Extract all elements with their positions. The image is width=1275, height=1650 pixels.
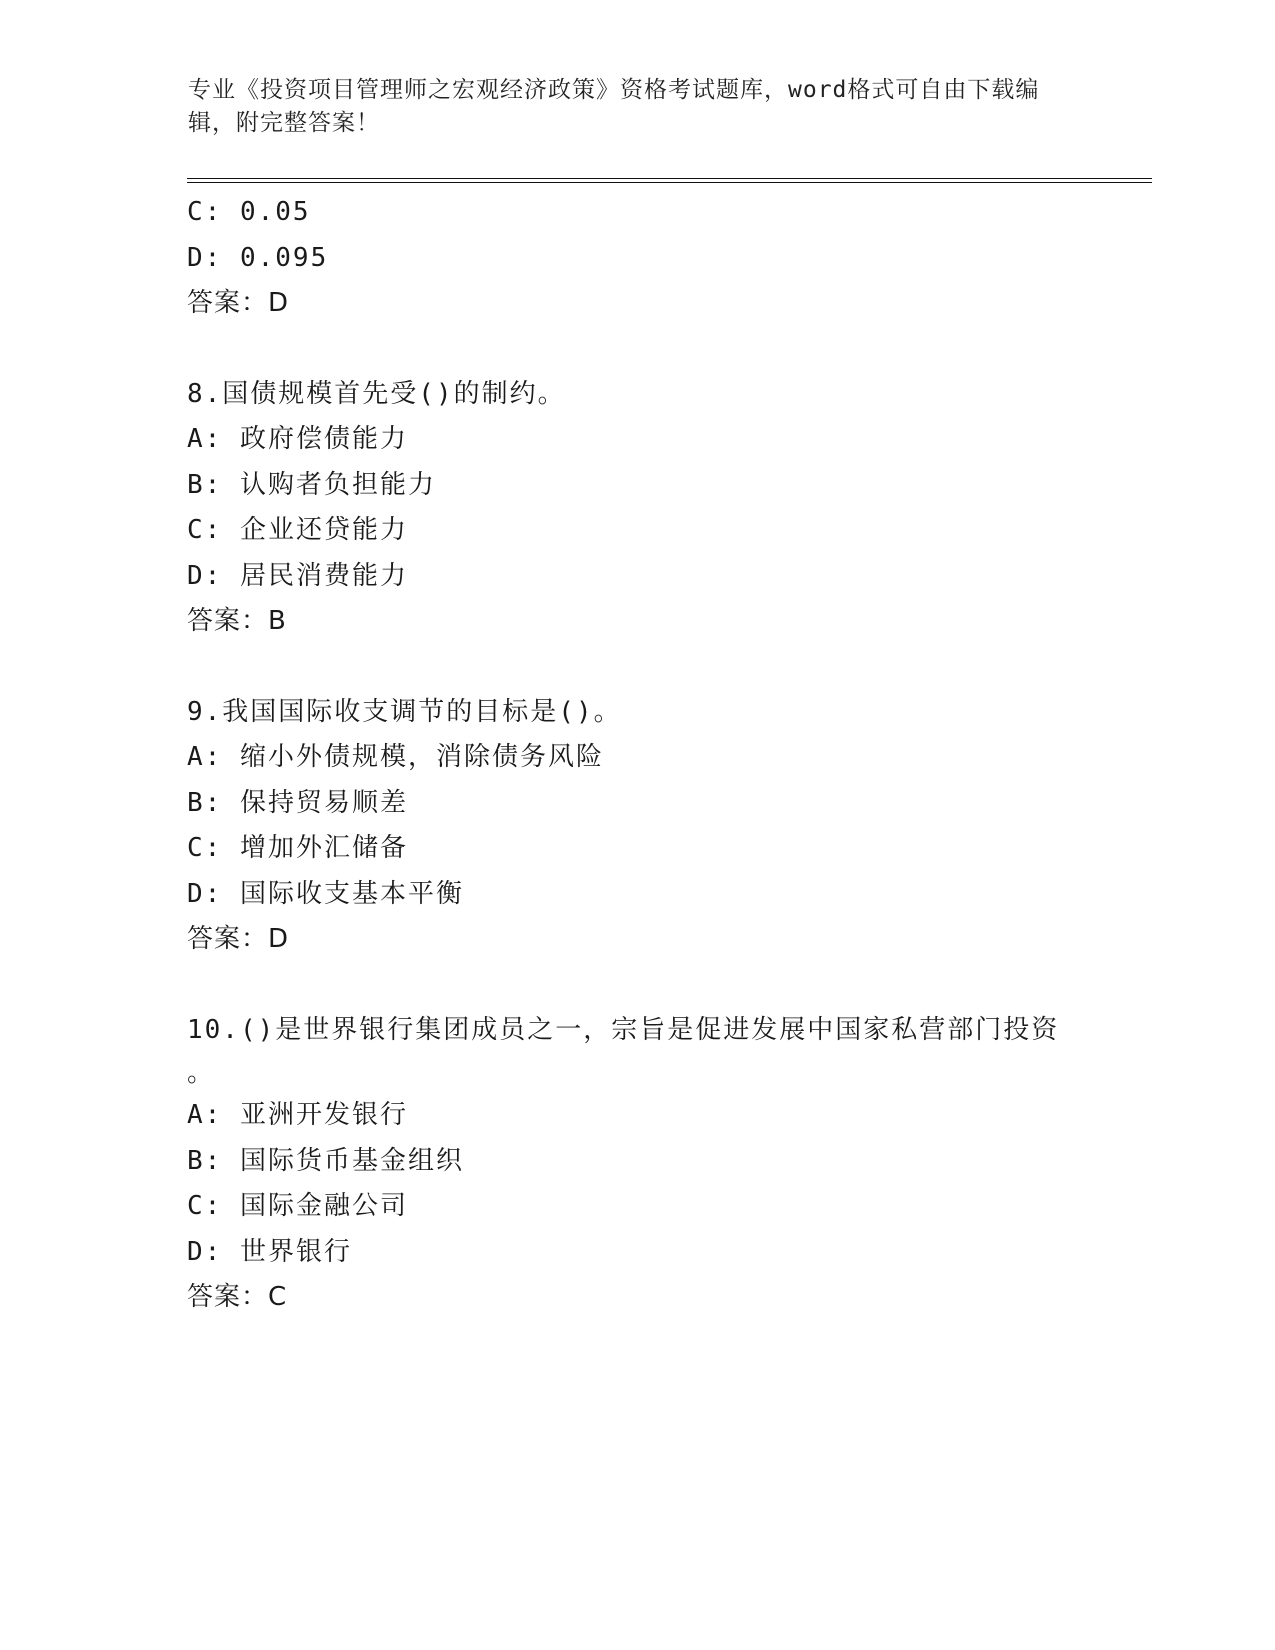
option-a: A: 缩小外债规模，消除债务风险 xyxy=(187,742,604,772)
answer-line: 答案：D xyxy=(187,924,290,954)
header-line-2: 辑，附完整答案！ xyxy=(188,110,380,136)
header-rule-bottom xyxy=(187,182,1152,183)
question-text-continuation: 。 xyxy=(187,1058,216,1088)
spacer xyxy=(187,645,1087,690)
question-text: 8.国债规模首先受()的制约。 xyxy=(187,378,566,409)
document-header xyxy=(188,74,1068,140)
option-c: C: 增加外汇储备 xyxy=(187,833,408,863)
spacer xyxy=(187,963,1087,1008)
question-text: 10.()是世界银行集团成员之一，宗旨是促进发展中国家私营部门投资 xyxy=(187,1014,1060,1045)
question-block-10 xyxy=(187,1008,1087,1321)
question-block-7 xyxy=(187,190,1087,327)
spacer xyxy=(187,327,1087,372)
header-line-1: 专业《投资项目管理师之宏观经济政策》资格考试题库，word格式可自由下载编 xyxy=(188,77,1040,103)
header-rule-top xyxy=(187,178,1152,179)
option-b: B: 国际货币基金组织 xyxy=(187,1145,464,1176)
option-c: C: 0.05 xyxy=(187,197,311,227)
option-b: B: 认购者负担能力 xyxy=(187,469,436,500)
question-block-9 xyxy=(187,690,1087,963)
answer-line: 答案：D xyxy=(187,288,290,318)
question-block-8 xyxy=(187,372,1087,645)
answer-line: 答案：B xyxy=(187,606,287,636)
question-list xyxy=(187,190,1087,1321)
option-d: D: 0.095 xyxy=(187,242,329,273)
option-c: C: 国际金融公司 xyxy=(187,1191,408,1221)
option-a: A: 政府偿债能力 xyxy=(187,424,408,454)
option-d: D: 世界银行 xyxy=(187,1236,352,1267)
option-c: C: 企业还贷能力 xyxy=(187,515,408,545)
option-b: B: 保持贸易顺差 xyxy=(187,787,408,818)
answer-line: 答案：C xyxy=(187,1282,288,1312)
option-a: A: 亚洲开发银行 xyxy=(187,1100,408,1130)
option-d: D: 国际收支基本平衡 xyxy=(187,878,464,909)
option-d: D: 居民消费能力 xyxy=(187,560,408,591)
question-text: 9.我国国际收支调节的目标是()。 xyxy=(187,696,622,727)
